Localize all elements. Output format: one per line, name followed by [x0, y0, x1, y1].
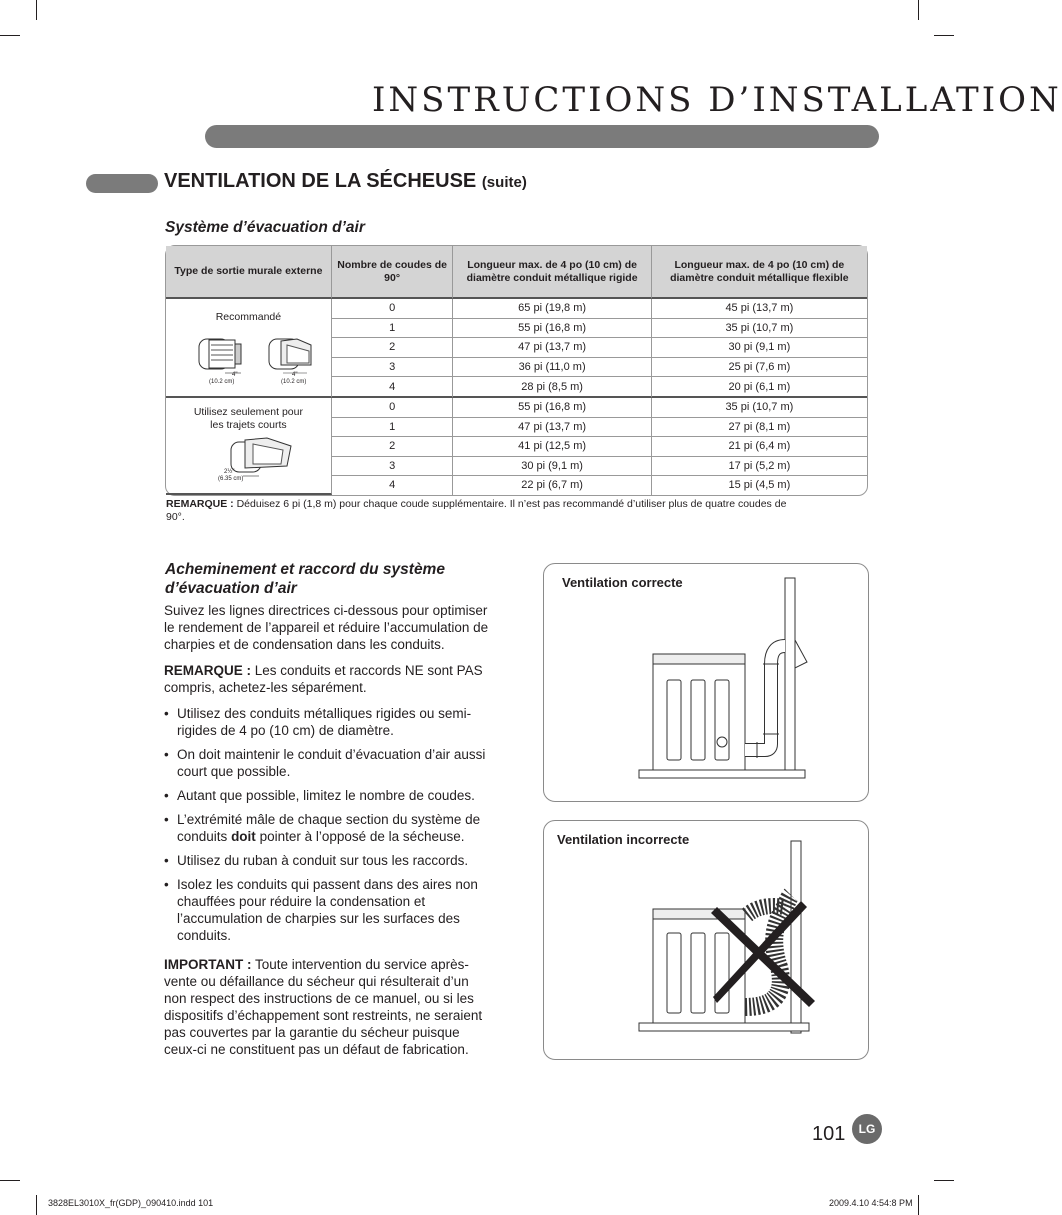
flexible-length: 25 pi (7,6 m)	[652, 358, 867, 378]
rigid-length: 22 pi (6,7 m)	[453, 476, 651, 495]
lg-logo-icon	[852, 1114, 882, 1144]
elbow-count: 1	[332, 418, 454, 438]
rigid-length: 36 pi (11,0 m)	[453, 358, 651, 378]
male-end-text: L’extrémité mâle de chaque section du système de conduits	[177, 812, 481, 844]
flexible-length: 20 pi (6,1 m)	[652, 377, 867, 398]
flexible-length: 30 pi (9,1 m)	[652, 338, 867, 358]
vent-type-label: Utilisez seulement pour les trajets courts	[193, 406, 303, 431]
crop-mark	[918, 1195, 919, 1215]
dim-label: 2½"	[224, 469, 235, 475]
section-bar	[86, 174, 158, 193]
important-text: Toute intervention du service après-vente ou défaillance du sécheur qui résulterait d’un non respect des instructions de ce manuel, ou si les dispositifs d’échappement sont restreints, ne seraient pas couvertes par la garantie du sécheur puisque ceux-ci ne constituent pas un défaut de fabrication.	[164, 957, 483, 1057]
incorrect-venting-figure	[543, 820, 869, 1060]
exhaust-subtitle: Système d’évacuation d’air	[165, 219, 365, 236]
elbow-count: 0	[332, 398, 454, 418]
table-header-cell: Type de sortie murale externe	[166, 246, 332, 299]
footer-file: 3828EL3010X_fr(GDP)_090410.indd 101	[48, 1198, 214, 1208]
section-title-text: VENTILATION DE LA SÉCHEUSE	[164, 170, 477, 192]
dim-label: (10.2 cm)	[209, 379, 235, 385]
crop-mark	[36, 0, 37, 20]
rigid-length: 28 pi (8,5 m)	[453, 377, 651, 398]
short-run-vent-icon	[183, 436, 313, 484]
dim-label: (10.2 cm)	[281, 379, 307, 385]
incorrect-venting-illustration	[639, 837, 839, 1049]
page-title: INSTRUCTIONS D’INSTALLATION	[372, 80, 1062, 120]
elbow-count: 2	[332, 437, 454, 457]
note-text: Déduisez 6 pi (1,8 m) pour chaque coude supplémentaire. Il n’est pas recommandé d’utiliser plus de quatre coudes de 90°.	[166, 498, 787, 523]
elbow-count: 0	[332, 299, 454, 319]
list-item: • Utilisez des conduits métalliques rigides ou semi-rigides de 4 po (10 cm) de diamètre.	[164, 705, 494, 739]
note-label: REMARQUE :	[166, 498, 234, 510]
remark-text: Les conduits et raccords NE sont PAS compris, achetez-les séparément.	[164, 663, 483, 695]
vent-type-label: Recommandé	[215, 311, 282, 323]
rigid-length: 30 pi (9,1 m)	[453, 457, 651, 477]
elbow-count: 3	[332, 457, 454, 477]
vent-type-recommended	[166, 299, 332, 398]
flexible-length: 17 pi (5,2 m)	[652, 457, 867, 477]
remark-label: REMARQUE :	[164, 663, 251, 678]
routing-subtitle-line2: d’évacuation d’air	[165, 580, 297, 597]
rigid-length: 47 pi (13,7 m)	[453, 338, 651, 358]
correct-venting-illustration	[639, 574, 839, 784]
elbow-count: 1	[332, 319, 454, 339]
page-number: 101	[812, 1123, 846, 1145]
table-header-cell: Longueur max. de 4 po (10 cm) de diamètre conduit métallique flexible	[652, 246, 867, 299]
routing-intro: Suivez les lignes directrices ci-dessous pour optimiser le rendement de l’appareil et réduire l’accumulation de charpies et de condensation dans les conduits.	[164, 603, 489, 652]
list-item: • Isolez les conduits qui passent dans des aires non chauffées pour réduire la condensation et l’accumulation de charpies sur les surfaces des conduits.	[164, 876, 494, 944]
exhaust-length-table	[165, 245, 868, 496]
crop-mark	[918, 0, 919, 20]
routing-subtitle	[165, 560, 445, 598]
crop-mark	[934, 1180, 954, 1181]
rigid-length: 55 pi (16,8 m)	[453, 398, 651, 418]
flexible-length: 35 pi (10,7 m)	[652, 398, 867, 418]
elbow-count: 4	[332, 476, 454, 495]
dim-label: (6.35 cm)	[218, 476, 244, 482]
correct-venting-label: Ventilation correcte	[562, 575, 683, 590]
table-row	[166, 299, 867, 319]
section-title-suffix: (suite)	[481, 174, 527, 191]
important-label: IMPORTANT :	[164, 957, 252, 972]
routing-remark	[164, 662, 494, 696]
incorrect-venting-label: Ventilation incorrecte	[557, 832, 690, 847]
crop-mark	[0, 1180, 20, 1181]
guideline-list	[164, 705, 494, 944]
important-paragraph	[164, 956, 494, 1058]
list-item: • Utilisez du ruban à conduit sur tous les raccords.	[164, 852, 494, 869]
crop-mark	[934, 35, 954, 36]
table-header-row	[166, 246, 867, 299]
routing-subtitle-line1: Acheminement et raccord du système	[165, 561, 445, 578]
lg-logo-text: LG	[858, 1122, 876, 1136]
rigid-length: 55 pi (16,8 m)	[453, 319, 651, 339]
flexible-length: 21 pi (6,4 m)	[652, 437, 867, 457]
section-title	[164, 170, 527, 193]
table-row	[166, 398, 867, 418]
flexible-length: 35 pi (10,7 m)	[652, 319, 867, 339]
rigid-length: 41 pi (12,5 m)	[453, 437, 651, 457]
elbow-count: 2	[332, 338, 454, 358]
table-note	[166, 498, 806, 524]
list-item: • On doit maintenir le conduit d’évacuation d’air aussi court que possible.	[164, 746, 494, 780]
flexible-length: 15 pi (4,5 m)	[728, 479, 791, 492]
elbow-count: 4	[332, 377, 454, 398]
male-end-bold: doit	[231, 829, 256, 844]
table-header-cell: Longueur max. de 4 po (10 cm) de diamètre conduit métallique rigide	[453, 246, 651, 299]
correct-venting-figure	[543, 563, 869, 802]
rigid-length: 47 pi (13,7 m)	[453, 418, 651, 438]
header-bar	[205, 125, 879, 148]
male-end-text-after: pointer à l’opposé de la sécheuse.	[259, 829, 465, 844]
vent-type-short-runs	[166, 398, 332, 495]
table-header-cell: Nombre de coudes de 90°	[332, 246, 454, 299]
dim-label: 4"	[292, 372, 298, 378]
list-item	[164, 811, 494, 845]
rigid-length: 65 pi (19,8 m)	[453, 299, 651, 319]
elbow-count: 3	[332, 358, 454, 378]
footer-timestamp: 2009.4.10 4:54:8 PM	[829, 1198, 913, 1208]
routing-body	[164, 602, 494, 1067]
list-item: • Autant que possible, limitez le nombre de coudes.	[164, 787, 494, 804]
crop-mark	[0, 35, 20, 36]
dim-label: 4"	[232, 372, 238, 378]
crop-mark	[36, 1195, 37, 1215]
flexible-length: 45 pi (13,7 m)	[652, 299, 867, 319]
flexible-length: 27 pi (8,1 m)	[652, 418, 867, 438]
